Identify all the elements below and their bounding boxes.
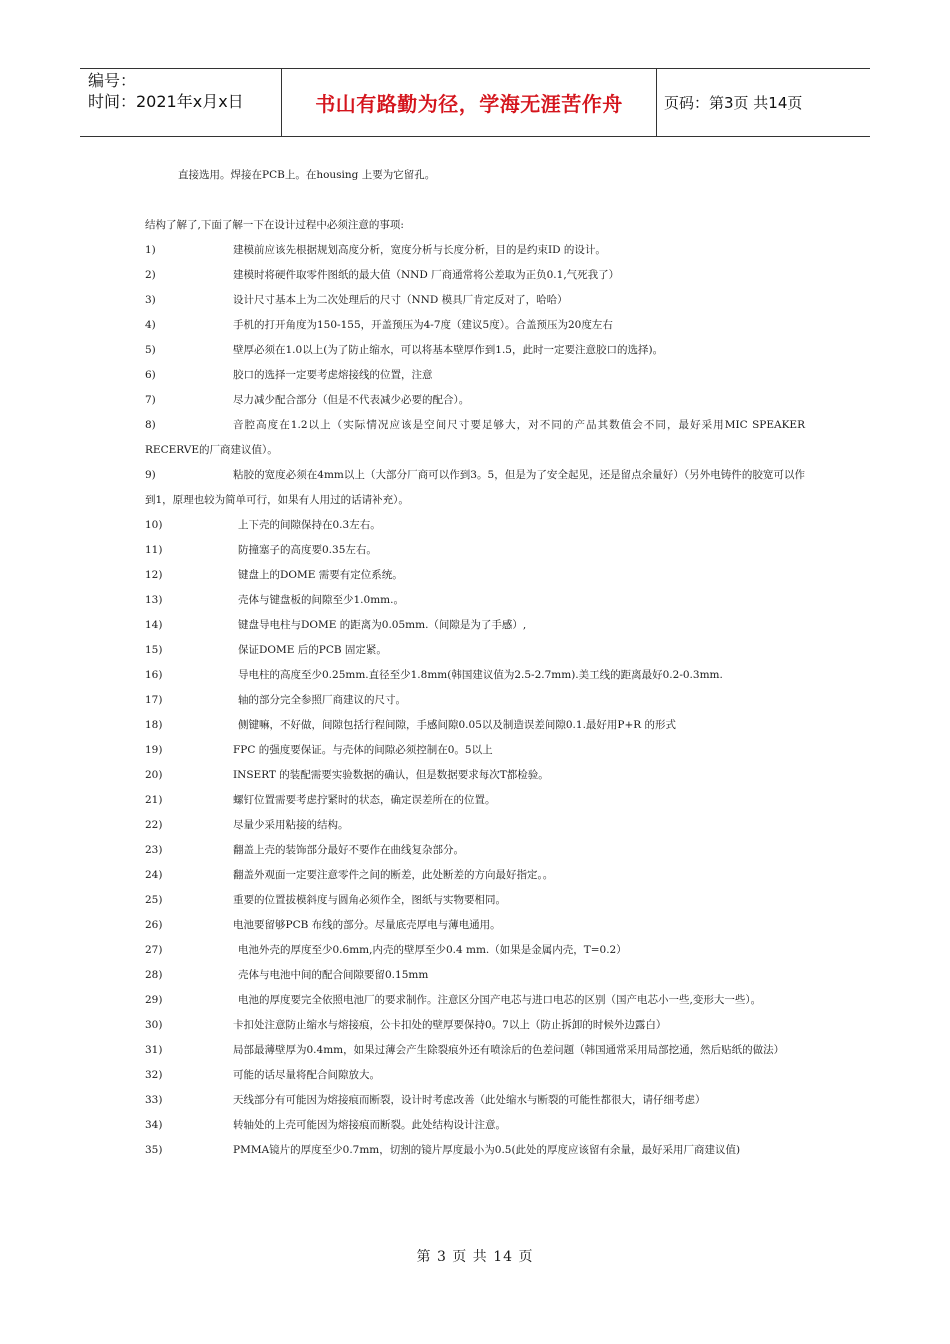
list-item-number: 24) — [145, 869, 163, 881]
list-item-number: 35) — [145, 1144, 163, 1156]
list-item-number: 32) — [145, 1069, 163, 1081]
list-item-number: 19) — [145, 744, 163, 756]
list-item-text: 可能的话尽量将配合间隙放大。 — [233, 1069, 380, 1081]
list-item — [145, 888, 805, 913]
list-item — [145, 463, 805, 513]
list-item — [145, 1038, 805, 1063]
header-info — [88, 70, 280, 112]
list-item-number: 2) — [145, 269, 156, 281]
list-item-number: 27) — [145, 944, 163, 956]
list-item-text: 键盘上的DOME 需要有定位系统。 — [238, 569, 403, 581]
list-item-number: 15) — [145, 644, 163, 656]
list-item — [145, 963, 805, 988]
list-item-text: FPC 的强度要保证。与壳体的间隙必须控制在0。5以上 — [233, 744, 493, 756]
list-item — [145, 588, 805, 613]
list-item-number: 9) — [145, 469, 156, 481]
list-item — [145, 563, 805, 588]
list-item-text: 建模前应该先根据规划高度分析，宽度分析与长度分析，目的是约束ID 的设计。 — [233, 244, 606, 256]
list-item-text: 侧键嘛，不好做，间隙包括行程间隙，手感间隙0.05以及制造误差间隙0.1.最好用P+R 的形式 — [238, 719, 677, 731]
list-item — [145, 413, 805, 463]
list-item-number: 34) — [145, 1119, 163, 1131]
list-item-number: 20) — [145, 769, 163, 781]
list-item-number: 4) — [145, 319, 156, 331]
list-item — [145, 1063, 805, 1088]
list-item-number: 1) — [145, 244, 156, 256]
list-item-number: 16) — [145, 669, 163, 681]
list-item-text: 电池外壳的厚度至少0.6mm,内壳的壁厚至少0.4 mm.（如果是金属内壳，T=0.2） — [238, 944, 627, 956]
list-item-text: 天线部分有可能因为熔接痕而断裂，设计时考虑改善（此处缩水与断裂的可能性都很大，请仔细考虑） — [233, 1094, 706, 1106]
list-item-number: 23) — [145, 844, 163, 856]
list-item-number: 3) — [145, 294, 156, 306]
list-item-text: 电池的厚度要完全依照电池厂的要求制作。注意区分国产电芯与进口电芯的区别（国产电芯小一些,变形大一些）。 — [238, 994, 762, 1006]
list-item — [145, 838, 805, 863]
list-item — [145, 663, 805, 688]
list-item — [145, 288, 805, 313]
document-time-label: 时间：2021年x月x日 — [88, 92, 244, 111]
list-item-number: 17) — [145, 694, 163, 706]
list-item-text: 设计尺寸基本上为二次处理后的尺寸（NND 模具厂肯定反对了，哈哈） — [233, 294, 568, 306]
list-item-text: PMMA镜片的厚度至少0.7mm，切割的镜片厚度最小为0.5(此处的厚度应该留有余量，最好采用厂商建议值) — [233, 1144, 741, 1156]
list-item — [145, 263, 805, 288]
list-item-number: 33) — [145, 1094, 163, 1106]
lead-paragraph: 结构了解了,下面了解一下在设计过程中必须注意的事项: — [145, 219, 404, 231]
list-item — [145, 913, 805, 938]
list-item-text: 壳体与电池中间的配合间隙要留0.15mm — [238, 969, 429, 981]
intro-paragraph: 直接选用。焊接在PCB上。在housing 上要为它留孔。 — [178, 169, 436, 181]
list-item-number: 18) — [145, 719, 163, 731]
list-item-text: 壳体与键盘板的间隙至少1.0mm.。 — [238, 594, 404, 606]
list-item-number: 26) — [145, 919, 163, 931]
list-item-text: 建模时将硬件取零件图纸的最大值（NND 厂商通常将公差取为正负0.1,气死我了） — [233, 269, 620, 281]
header-divider-2 — [656, 68, 657, 136]
list-item — [145, 788, 805, 813]
list-item — [145, 1113, 805, 1138]
list-item — [145, 538, 805, 563]
header-motto: 书山有路勤为径，学海无涯苦作舟 — [315, 91, 623, 116]
document-number-label: 编号： — [88, 71, 137, 90]
list-item-number: 21) — [145, 794, 163, 806]
list-item-number: 8) — [145, 419, 156, 431]
list-item — [145, 938, 805, 963]
document-body — [145, 163, 805, 1163]
paragraph-spacer — [145, 188, 805, 213]
list-item-text: 壁厚必须在1.0以上(为了防止缩水，可以将基本壁厚作到1.5，此时一定要注意胶口的选择)。 — [233, 344, 664, 356]
design-notes-list — [145, 238, 805, 1163]
list-item — [145, 338, 805, 363]
list-item-number: 14) — [145, 619, 163, 631]
list-item-number: 22) — [145, 819, 163, 831]
list-item-text: 保证DOME 后的PCB 固定紧。 — [238, 644, 387, 656]
list-item-number: 12) — [145, 569, 163, 581]
list-item-text: 轴的部分完全参照厂商建议的尺寸。 — [238, 694, 406, 706]
list-item-text: 尽量少采用粘接的结构。 — [233, 819, 349, 831]
list-item-number: 30) — [145, 1019, 163, 1031]
list-item-text: 胶口的选择一定要考虑熔接线的位置，注意 — [233, 369, 433, 381]
list-item — [145, 863, 805, 888]
list-item-text: 翻盖外观面一定要注意零件之间的断差，此处断差的方向最好指定。。 — [233, 869, 554, 881]
list-item-text: 粘胶的宽度必须在4mm以上（大部分厂商可以作到3。5，但是为了安全起见，还是留点余量好）（另外电铸件的胶宽可以作到1，原理也较为简单可行，如果有人用过的话请补充）。 — [145, 469, 805, 506]
list-item — [145, 1088, 805, 1113]
list-item-text: 键盘导电柱与DOME 的距离为0.05mm.（间隙是为了手感）, — [238, 619, 527, 631]
list-item-text: 上下壳的间隙保持在0.3左右。 — [238, 519, 381, 531]
list-item — [145, 713, 805, 738]
list-item-text: 局部最薄壁厚为0.4mm，如果过薄会产生除裂痕外还有喷涂后的色差问题（韩国通常采用局部挖通，然后贴纸的做法） — [233, 1044, 785, 1056]
list-item-number: 11) — [145, 544, 163, 556]
list-item-text: 重要的位置拔模斜度与圆角必须作全，图纸与实物要相同。 — [233, 894, 506, 906]
list-item-number: 10) — [145, 519, 163, 531]
list-item-text: 电池要留够PCB 布线的部分。尽量底壳厚电与薄电通用。 — [233, 919, 501, 931]
header-bottom-rule — [80, 136, 870, 137]
list-item-text: 转轴处的上壳可能因为熔接痕而断裂。此处结构设计注意。 — [233, 1119, 506, 1131]
list-item-text: 卡扣处注意防止缩水与熔接痕，公卡扣处的壁厚要保持0。7以上（防止拆卸的时候外边露白） — [233, 1019, 667, 1031]
list-item-number: 29) — [145, 994, 163, 1006]
page-footer: 第 3 页 共 14 页 — [416, 1249, 534, 1265]
list-item-text: 手机的打开角度为150-155，开盖预压为4-7度（建议5度）。合盖预压为20度左右 — [233, 319, 613, 331]
list-item-number: 25) — [145, 894, 163, 906]
list-item — [145, 313, 805, 338]
list-item-text: 翻盖上壳的装饰部分最好不要作在曲线复杂部分。 — [233, 844, 464, 856]
list-item-text: 防撞塞子的高度要0.35左右。 — [238, 544, 377, 556]
list-item-number: 7) — [145, 394, 156, 406]
list-item — [145, 238, 805, 263]
list-item — [145, 688, 805, 713]
list-item — [145, 1138, 805, 1163]
list-item — [145, 513, 805, 538]
list-item-text: INSERT 的装配需要实验数据的确认，但是数据要求每次T都检验。 — [233, 769, 549, 781]
list-item-number: 5) — [145, 344, 156, 356]
list-item — [145, 613, 805, 638]
header-page-label: 页码：第3页 共14页 — [664, 93, 803, 112]
list-item — [145, 1013, 805, 1038]
list-item-number: 6) — [145, 369, 156, 381]
list-item-number: 28) — [145, 969, 163, 981]
list-item — [145, 388, 805, 413]
list-item — [145, 763, 805, 788]
list-item — [145, 988, 805, 1013]
list-item — [145, 638, 805, 663]
list-item-number: 13) — [145, 594, 163, 606]
list-item-text: 导电柱的高度至少0.25mm.直径至少1.8mm(韩国建议值为2.5-2.7mm).美工线的距离最好0.2-0.3mm. — [238, 669, 723, 681]
list-item-text: 音腔高度在1.2以上（实际情况应该是空间尺寸要足够大，对不同的产品其数值会不同，最好采用MIC SPEAKER RECERVE的厂商建议值）。 — [145, 419, 805, 456]
list-item-number: 31) — [145, 1044, 163, 1056]
list-item — [145, 813, 805, 838]
list-item-text: 螺钉位置需要考虑拧紧时的状态，确定误差所在的位置。 — [233, 794, 496, 806]
list-item — [145, 363, 805, 388]
list-item — [145, 738, 805, 763]
list-item-text: 尽力减少配合部分（但是不代表减少必要的配合）。 — [233, 394, 470, 406]
